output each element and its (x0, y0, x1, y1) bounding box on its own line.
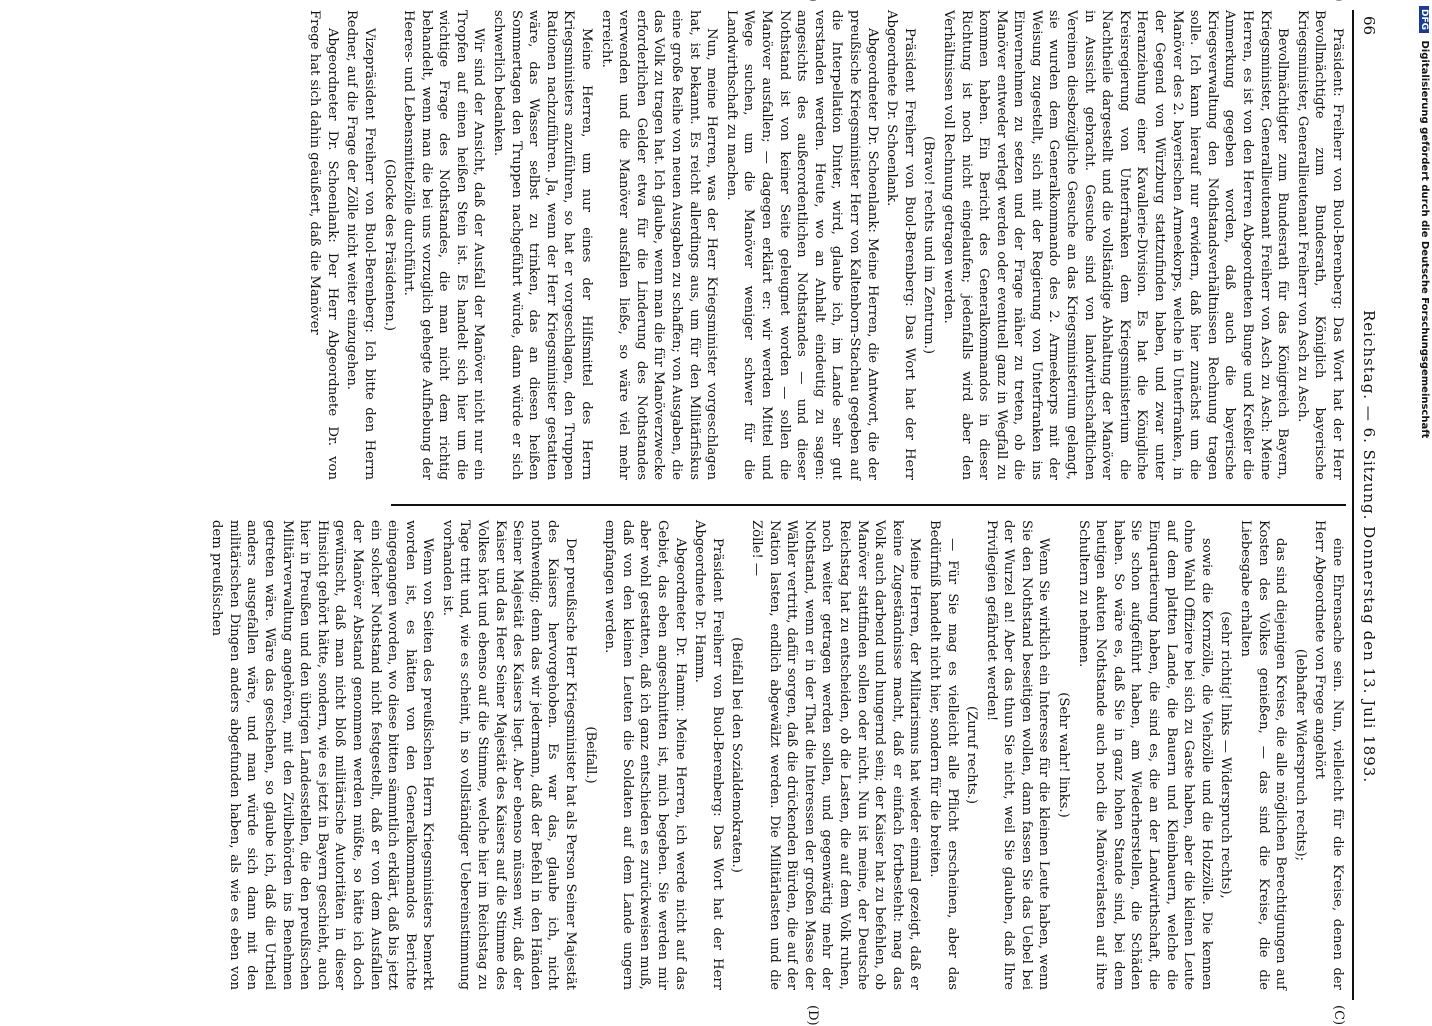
digitization-credit (1412, 6, 1430, 994)
right-paragraph: (lebhafter Widerspruch rechts); (1292, 648, 1308, 862)
left-column (304, 10, 1346, 480)
right-paragraph: (Beifall bei den Sozialdemokraten.) (729, 637, 745, 873)
page-title: Reichstag. — 6. Sitzung. Donnerstag den 13. Juli 1893. (1360, 310, 1378, 784)
left-paragraph: Vizepräsident Freiherr von Buol-Berenberg: Ich bitte den Herrn Redner, auf die Frage der Zölle nicht weiter einzugehen. (344, 10, 377, 480)
left-paragraph: Nun, meine Herren, was der Herr Kriegsminister vorgeschlagen hat, ist bekannt. Es reicht allerdings aus, um für den Militärfiskus eine große Reihe von neuen Ausgaben zu schaffen; von Ausgaben, die das Volk zu tragen hat. Ich glaube, wenn man die für Manöverzwecke erforderlichen Gelder etwa für die Linderung des Nothstandes verwenden und die Manöver ausfallen ließe, so wäre viel mehr erreicht. (598, 10, 720, 480)
rotated-page-content (100, 10, 1380, 1026)
right-paragraph: Wenn von Seiten des preußischen Herrn Kriegsministers bemerkt worden ist, es hätten von den Generalkommandos Berichte eingegangen worden, wo diese bitten sämmtlich erklärt, daß bis jetzt ein solcher Nothstand nicht festgestellt, daß er von dem Ausfallen der Manöver Abstand genommen werden müßte, so hätte ich doch gewünscht, daß man nicht bloß militärische Autoritäten in dieser Hinsicht gehört hätte, sondern, wie es jetzt in Bayern geschieht, auch hier in Preußen und den übrigen Landesstellen, die den preußischen Militärverwaltung angehören, mit den Zivilbehörden ins Benehmen getreten wäre. Wäre das geschehen, so glaube ich, daß die Urtheil anders ausgefallen wäre, und man würde sich dann mit den militärischen Dingen anders abgefunden haben, als wie es eben von dem preußischen (209, 520, 436, 990)
margin-marker-c: (C) (1331, 1005, 1346, 1026)
right-paragraph: Wenn Sie wirklich ein Interesse für die kleinen Leute haben, wenn Sie den Nothstand beseitigen wollen, dann fassen Sie das Uebel bei der Wurzel an! Aber das thun Sie nicht, weil Sie glauben, daß Ihre Privilegien gefährdet werden! (983, 520, 1052, 990)
left-paragraph: Präsident Freiherr von Buol-Berenberg: Das Wort hat der Herr Abgeordnete Dr. Schoenlank. (884, 10, 917, 480)
column-divider (391, 504, 1346, 506)
right-column (206, 520, 1346, 990)
right-paragraph: (Beifall.) (582, 726, 598, 784)
left-paragraph: (Glocke des Präsidenten.) (381, 158, 397, 332)
dfg-logo-icon: DFG (1419, 6, 1429, 33)
right-paragraph: (Zuruf rechts.) (964, 705, 980, 805)
left-paragraph: Abgeordneter Dr. Schoenlank: Meine Herren, die Antwort, die der preußische Kriegsminister Herr von Kaltenborn-Stachau gegeben auf die Interpellation Dinter, wird, glaube ich, im Lande sehr gut verstanden werden. Heute, wo an Anhalt eindeutig zu sagen: angesichts des außerordentlichen Nothstandes — und dieser Nothstand ist von keiner Seite geleugnet worden — sollen die Manöver ausfallen; — dagegen erklärt er: wir werden Mittel und Wege suchen, um die Manöver weniger schwer für die Landwirthschaft zu machen. (723, 10, 880, 480)
margin-marker-d: (D) (805, 1005, 820, 1026)
right-paragraph: Der preußische Herr Kriegsminister hat als Person Seiner Majestät des Kaisers hervorgehoben. Es war das, glaube ich, nicht nothwendig; denn das wir jedermann, daß der Befehl in den Händen Seiner Majestät des Kaisers liegt. Aber ebenso müssen wir, daß der Kaiser und das Heer Seiner Majestät des Kaisers auf die Stimme des Volkes hört und ebenso auf die Stimme, welche hier im Reichstag zu Tage tritt und, wie es scheint, in so vollständiger Uebereinstimmung vorhanden ist. (439, 520, 579, 990)
right-paragraph: sowie die Kornzölle, die Viehzölle und die Holzzölle. Die kennen ohne Wahl Offiziere bei sich zu Gaste haben, aber die kleinen Leute auf dem platten Lande, die Bauern und Kleinbauern, welche die Einquartierung haben, die sind es, die an der Landwirthschaft, die Sie schon aufgeführt haben, am Wiederherstellen, die Schäden haben. So wäre es, daß Sie in ganz hohen Stande sind, bei dem heutigen akuten Nothstande auch noch die Manöverlasten auf ihre Schultern zu nehmen. (1075, 520, 1214, 990)
right-paragraph: — Für Sie mag es vielleicht alle Pflicht erscheinen, aber das Bedürfniß handelt nicht hier, sondern für die breiten. (926, 520, 960, 990)
right-paragraph: das sind diejenigen Kreise, die alle möglichen Berechtigungen auf Kosten des Volkes genießen, — das sind die Kreise, die die Liebesgabe erhalten (1238, 520, 1289, 990)
right-paragraph: (Sehr wahr! links.) (1056, 692, 1072, 818)
left-paragraph: Abgeordneter Dr. Schoenlank: Der Herr Abgeordnete Dr. von Frege hat sich dahin geäußert, daß die Manöver (307, 10, 340, 480)
right-paragraph: (sehr richtig! links — Widerspruch rechts), (1218, 611, 1234, 899)
credit-text: Digitalisierung gefördert durch die Deutsche Forschungsgemeinschaft (1419, 40, 1430, 439)
page-header (1352, 10, 1380, 1000)
margin-marker-b (805, 0, 820, 2)
right-paragraph: Meine Herren, der Militarismus hat wieder einmal gezeigt, daß er keine Zugeständnisse macht, daß er einfach fortbesteht: mag das Volk auch darbend und hungernd sein; der Kaiser hat zu befehlen, ob Manöver stattfinden sollen oder nicht. Nun ist meine, der Deutsche Reichstag hat zu entscheiden, ob die Lasten, die auf dem Volk ruhen, noch weiter getragen werden sollen, und gegenwärtig mehr der Nothstand, wenn er in der That die Interessen der großen Masse der Wähler vertritt, dafür sorgen, daß die drückenden Bürden, die auf der Nation lasten, endlich abgewälzt werden. Die Militärlasten und die Zölle! — (749, 520, 923, 991)
left-paragraph: (Bravo! rechts und im Zentrum.) (921, 135, 937, 355)
page-number: 66 (1360, 16, 1378, 36)
right-paragraph: eine Ehrensache sein. Nun, vielleicht für die Kreise, denen der Herr Abgeordnete von Frege angehört (1312, 520, 1345, 990)
left-paragraph: Meine Herren, um nur eines der Hilfsmittel des Herrn Kriegsministers anzuführen, so hat er vorgeschlagen, den Truppen Rationen nachzuführen. Ja, wenn der Herr Kriegsminister gestatten wäre, das Wasser selbst zu trinken, das an diesen heißen Sommertagen den Truppen nachgeführt würde, dann würde er sich schwerlich bedanken. (491, 10, 595, 480)
margin-marker-a (1331, 0, 1346, 2)
left-paragraph: Wir sind der Ansicht, daß der Ausfall der Manöver nicht nur ein Tropfen auf einen heißen Stein ist. Es handelt sich hier um die wichtige Frage des Nothstandes, die man nicht dem richtig behandelt, wenn man die bei uns vorzuglich gehegte Aufhebung der Heeres- und Lebensmittelzölle durchführt. (401, 10, 487, 480)
left-paragraph: Bevollmächtigter zum Bundesrath für das Königreich Bayern, Kriegsminister, Generallieutenant Freiherr von Asch zu Asch: Meine Herren, es ist von den Herren Abgeordneten Bunge und Kreßler die Anmerkung gegeben worden, daß auch die bayerische Kriegsverwaltung den Nothstandsverhältnissen Rechnung tragen solle. Ich kann hierauf nur erwidern, daß hier zunächst um die Manöver des 2. bayerischen Armeekorps, welche in Unterfranken, in der Gegend von Würzburg stattzufinden haben, und zwar unter Heranziehung einer Kavallerie-Division. Es hat die Königliche Kreisregierung von Unterfranken dem Kriegsministerium die Nachtheile dargestellt und die vollständige Abhaltung der Manöver in Aussicht gebracht. Gesuche sind von landwirthschaftlichen Vereinen diesbezügliche Gesuche an das Kriegsministerium gelangt, sie wurden dem Generalkommando des 2. Armeekorps mit der Weisung zugestellt, sich mit der Regierung von Unterfranken ins Einvernehmen zu setzen und der Frage näher zu treten, ob die Manöver entweder verlegt werden oder eventuell ganz in Wegfall zu kommen haben. Ein Bericht des Generalkommandos in dieser Richtung ist noch nicht eingelaufen; jedenfalls wird aber den Verhältnissen voll Rechnung getragen werden. (940, 10, 1291, 480)
right-paragraph: Abgeordneter Dr. Hamm: Meine Herren, ich werde nicht auf das Gebiet, das eben angeschnitten ist, mich begeben. Sie werden mir aber wohl gestatten, daß ich ganz entschieden es zurückweisen muß, daß von den kleinen Leuten die Soldaten auf dem Lande ungern empfangen werden. (602, 520, 688, 990)
right-paragraph: Präsident Freiherr von Buol-Berenberg: Das Wort hat der Herr Abgeordnete Dr. Hamm. (692, 520, 725, 990)
left-paragraph: Präsident: Freiherr von Buol-Berenberg: Das Wort hat der Herr Bevollmächtigte zum Bundesrath, Königlich bayerische Kriegsminister, Generallieutenant Freiherr von Asch zu Asch. (1294, 10, 1345, 480)
